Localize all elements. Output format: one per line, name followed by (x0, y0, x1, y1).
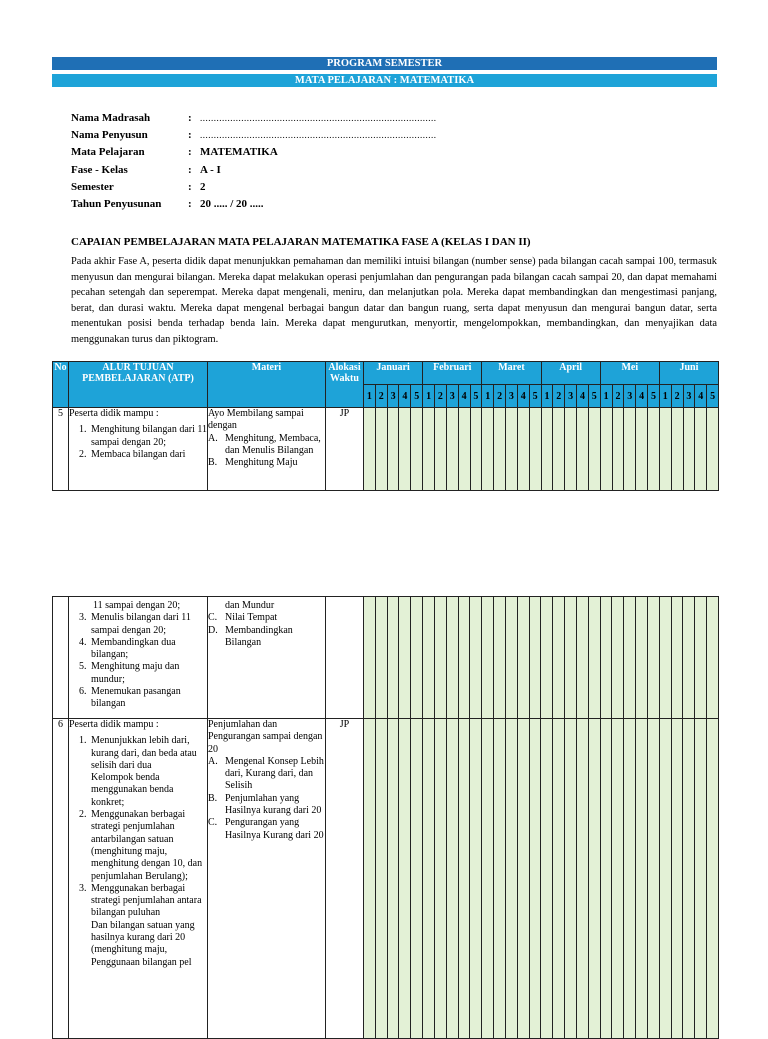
week-cell[interactable] (494, 719, 506, 1039)
week-number: 5 (411, 385, 423, 408)
week-cell[interactable] (553, 719, 565, 1039)
week-cell[interactable] (399, 719, 411, 1039)
week-cell[interactable] (588, 408, 600, 491)
week-number: 3 (506, 385, 518, 408)
week-number: 5 (648, 385, 660, 408)
week-cell[interactable] (494, 408, 506, 491)
info-label: Nama Penyusun (71, 128, 148, 141)
row-number (53, 597, 69, 719)
info-label: Semester (71, 180, 114, 193)
week-cell[interactable] (636, 408, 648, 491)
month-header: Januari (364, 362, 423, 385)
week-cell[interactable] (707, 408, 719, 491)
week-cell[interactable] (588, 597, 600, 719)
week-number: 4 (517, 385, 529, 408)
info-value: ...................................................................................... (200, 112, 437, 123)
info-value: 2 (200, 180, 206, 193)
table-row (53, 408, 719, 491)
semester-table (52, 361, 719, 491)
week-cell[interactable] (600, 597, 612, 719)
week-cell[interactable] (482, 719, 494, 1039)
week-cell[interactable] (600, 408, 612, 491)
week-number: 3 (624, 385, 636, 408)
week-number: 4 (636, 385, 648, 408)
week-cell[interactable] (707, 719, 719, 1039)
atp-subtext: Dan bilangan satuan yang hasilnya kurang dari 20 (menghitung maju, (91, 919, 195, 956)
atp-item: 5. Menghitung maju dan mundur; (89, 661, 207, 686)
info-row-penyusun: Nama Penyusun : ...................................................................................... (71, 128, 437, 141)
semester-table-continued (52, 596, 719, 1039)
week-number: 3 (565, 385, 577, 408)
atp-subtext: Penggunaan bilangan pel (91, 956, 192, 968)
week-cell[interactable] (612, 408, 624, 491)
week-cell[interactable] (411, 408, 423, 491)
week-cell[interactable] (470, 597, 482, 719)
atp-intro: Peserta didik mampu : (69, 719, 159, 730)
row-number: 5 (53, 408, 69, 491)
info-block (71, 109, 437, 213)
week-number: 4 (458, 385, 470, 408)
week-cell[interactable] (482, 597, 494, 719)
alokasi-value: JP (326, 719, 364, 1039)
week-cell[interactable] (470, 408, 482, 491)
week-cell[interactable] (683, 408, 695, 491)
week-cell[interactable] (387, 597, 399, 719)
atp-cell (69, 408, 208, 491)
week-cell[interactable] (505, 597, 517, 719)
atp-item-continued: 11 sampai dengan 20; (93, 600, 181, 611)
week-cell[interactable] (659, 408, 671, 491)
week-cell[interactable] (671, 719, 683, 1039)
capaian-paragraph: Pada akhir Fase A, peserta didik dapat menunjukkan pemahaman dan memiliki intuisi bilangan (number sense) pada bilangan cacah sampai 100, termasuk menyusun dan mengurai bilangan. Mereka dapat melakukan operasi penjumlahan dan pengurangan pada bilangan cacah sampai 20, dan dapat memahami pecahan setengah dan seperempat. Mereka dapat mengenali, meniru, dan melanjutkan pola. Mereka dapat membandingkan dan mengestimasi panjang, berat, dan durasi waktu. Mereka dapat mengenal berbagai bangun datar dan bangun ruang, serta dapat menyusun dan mengurai bangun datar, serta menentukan posisi benda terhadap benda lain. Mereka dapat mengurutkan, menyortir, mengelompokkan, membandingkan, dan menyajikan data menggunakan turus dan piktogram. (71, 256, 717, 345)
week-cell[interactable] (636, 597, 648, 719)
week-number: 4 (577, 385, 589, 408)
col-atp: ALUR TUJUAN PEMBELAJARAN (ATP) (69, 362, 208, 408)
week-cell[interactable] (470, 719, 482, 1039)
info-label: Mata Pelajaran (71, 146, 145, 159)
info-label: Fase - Kelas (71, 163, 128, 176)
week-number: 2 (553, 385, 565, 408)
col-materi: Materi (208, 362, 326, 408)
week-cell[interactable] (435, 408, 447, 491)
month-header: Mei (600, 362, 659, 385)
week-cell[interactable] (624, 408, 636, 491)
info-row-mapel: Mata Pelajaran : MATEMATIKA (71, 146, 278, 159)
title-banner: PROGRAM SEMESTER (52, 57, 717, 70)
week-cell[interactable] (695, 408, 707, 491)
week-cell[interactable] (458, 719, 470, 1039)
week-number: 2 (375, 385, 387, 408)
week-number: 5 (470, 385, 482, 408)
week-cell[interactable] (695, 719, 707, 1039)
table-row (53, 719, 719, 1039)
week-number: 1 (482, 385, 494, 408)
week-cell[interactable] (707, 597, 719, 719)
table-header-row (53, 362, 719, 385)
week-cell[interactable] (375, 597, 387, 719)
week-number: 2 (671, 385, 683, 408)
row-number: 6 (53, 719, 69, 1039)
info-row-semester: Semester : 2 (71, 180, 206, 193)
info-label: Tahun Penyusunan (71, 198, 162, 211)
capaian-heading: CAPAIAN PEMBELAJARAN MATA PELAJARAN MATEMATIKA FASE A (KELAS I DAN II) (71, 236, 531, 248)
materi-item: B. Penjumlahan yang Hasilnya kurang dari 20 (208, 792, 322, 817)
week-cell[interactable] (612, 597, 624, 719)
week-cell[interactable] (624, 719, 636, 1039)
week-cell[interactable] (647, 597, 659, 719)
week-cell[interactable] (399, 408, 411, 491)
week-cell[interactable] (647, 719, 659, 1039)
atp-subtext: Kelompok benda menggunakan benda konkret; (91, 772, 174, 808)
atp-intro: Peserta didik mampu : (69, 408, 159, 419)
week-cell[interactable] (659, 719, 671, 1039)
atp-cell (69, 597, 208, 719)
alokasi-value: JP (326, 408, 364, 491)
info-value: MATEMATIKA (200, 146, 278, 159)
week-cell[interactable] (624, 597, 636, 719)
week-number: 1 (659, 385, 671, 408)
week-number: 1 (364, 385, 376, 408)
week-cell[interactable] (565, 408, 577, 491)
week-cell[interactable] (446, 408, 458, 491)
week-cell[interactable] (529, 408, 541, 491)
week-number: 2 (612, 385, 624, 408)
col-alokasi: Alokasi Waktu (326, 362, 364, 408)
week-cell[interactable] (553, 408, 565, 491)
materi-title: Ayo Membilang sampai dengan (208, 408, 304, 432)
atp-item: 2. Membaca bilangan dari (89, 449, 207, 461)
week-number: 4 (399, 385, 411, 408)
info-value: 20 ..... / 20 ..... (200, 198, 264, 211)
week-cell[interactable] (364, 408, 376, 491)
week-cell[interactable] (529, 719, 541, 1039)
week-cell[interactable] (458, 597, 470, 719)
week-cell[interactable] (423, 597, 435, 719)
alokasi-value (326, 597, 364, 719)
week-cell[interactable] (612, 719, 624, 1039)
week-cell[interactable] (364, 597, 376, 719)
week-number: 5 (529, 385, 541, 408)
week-cell[interactable] (636, 719, 648, 1039)
week-cell[interactable] (541, 597, 553, 719)
week-cell[interactable] (517, 597, 529, 719)
atp-item: 3. Menulis bilangan dari 11 sampai dengan 20; (89, 612, 207, 637)
week-number: 1 (541, 385, 553, 408)
atp-item: 1. Menghitung bilangan dari 11 sampai dengan 20; (89, 424, 207, 449)
week-cell[interactable] (375, 408, 387, 491)
week-cell[interactable] (576, 597, 588, 719)
week-number: 3 (446, 385, 458, 408)
week-number: 3 (387, 385, 399, 408)
week-cell[interactable] (683, 719, 695, 1039)
week-cell[interactable] (446, 719, 458, 1039)
materi-title: Penjumlahan dan Pengurangan sampai dengan 20 (208, 719, 323, 755)
month-header: Juni (659, 362, 718, 385)
atp-item: 3. Menggunakan berbagai strategi penjumlahan antara bilangan puluhan Dan bilangan satuan yang hasilnya kurang dari 20 (menghitung maju, Penggunaan bilangan pel (89, 883, 207, 969)
info-value: A - I (200, 163, 221, 176)
week-cell[interactable] (517, 408, 529, 491)
week-number: 2 (435, 385, 447, 408)
subtitle-banner: MATA PELAJARAN : MATEMATIKA (52, 74, 717, 87)
week-cell[interactable] (541, 408, 553, 491)
month-header: April (541, 362, 600, 385)
week-number: 1 (600, 385, 612, 408)
week-cell[interactable] (375, 719, 387, 1039)
week-cell[interactable] (577, 408, 589, 491)
materi-item: A. Mengenal Konsep Lebih dari, Kurang dari, dan Selisih (208, 755, 324, 792)
materi-item-continued: dan Mundur (225, 600, 275, 611)
week-cell[interactable] (529, 597, 541, 719)
month-header: Maret (482, 362, 541, 385)
week-cell[interactable] (423, 408, 435, 491)
week-cell[interactable] (387, 408, 399, 491)
week-cell[interactable] (399, 597, 411, 719)
month-header: Februari (423, 362, 482, 385)
week-cell[interactable] (541, 719, 553, 1039)
week-cell[interactable] (576, 719, 588, 1039)
week-cell[interactable] (565, 597, 577, 719)
materi-item: A. Menghitung, Membaca, dan Menulis Bilangan (208, 432, 321, 456)
week-cell[interactable] (600, 719, 612, 1039)
week-number: 5 (707, 385, 719, 408)
week-cell[interactable] (683, 597, 695, 719)
atp-item: 2. Menggunakan berbagai strategi penjumlahan antarbilangan satuan (menghitung maju, menghitung dengan 10, dan penjumlahan Berulang); (89, 809, 207, 883)
info-row-fase: Fase - Kelas : A - I (71, 163, 221, 176)
materi-item: C. Nilai Tempat (208, 612, 278, 624)
week-cell[interactable] (671, 408, 683, 491)
week-cell[interactable] (423, 719, 435, 1039)
atp-item: 4. Membandingkan dua bilangan; (89, 637, 207, 662)
week-cell[interactable] (671, 597, 683, 719)
week-number: 3 (683, 385, 695, 408)
week-cell[interactable] (411, 719, 423, 1039)
week-cell[interactable] (446, 597, 458, 719)
week-cell[interactable] (506, 408, 518, 491)
week-cell[interactable] (505, 719, 517, 1039)
week-cell[interactable] (411, 597, 423, 719)
week-cell[interactable] (659, 597, 671, 719)
week-cell[interactable] (695, 597, 707, 719)
week-cell[interactable] (458, 408, 470, 491)
week-number: 4 (695, 385, 707, 408)
week-cell[interactable] (434, 597, 446, 719)
week-cell[interactable] (553, 597, 565, 719)
table-row (53, 597, 719, 719)
materi-cell (208, 719, 326, 1039)
info-label: Nama Madrasah (71, 111, 151, 124)
atp-item: 1. Menunjukkan lebih dari, kurang dari, dan beda atau selisih dari dua Kelompok benda menggunakan benda konkret; (89, 735, 207, 809)
info-row-tahun: Tahun Penyusunan : 20 ..... / 20 ..... (71, 198, 264, 211)
info-row-madrasah: Nama Madrasah : ...................................................................................... (71, 111, 437, 124)
week-cell[interactable] (364, 719, 376, 1039)
atp-item: 6. Menemukan pasangan bilangan (89, 686, 207, 711)
week-cell[interactable] (434, 719, 446, 1039)
week-cell[interactable] (494, 597, 506, 719)
materi-cell (208, 597, 326, 719)
col-no: No (53, 362, 69, 408)
week-cell[interactable] (517, 719, 529, 1039)
week-cell[interactable] (387, 719, 399, 1039)
week-number: 2 (494, 385, 506, 408)
week-cell[interactable] (565, 719, 577, 1039)
week-number: 5 (588, 385, 600, 408)
week-cell[interactable] (648, 408, 660, 491)
info-value: ...................................................................................... (200, 129, 437, 140)
week-number: 1 (423, 385, 435, 408)
week-cell[interactable] (588, 719, 600, 1039)
atp-cell (69, 719, 208, 1039)
week-cell[interactable] (482, 408, 494, 491)
materi-item: C. Pengurangan yang Hasilnya Kurang dari 20 (208, 817, 324, 841)
materi-item: D. Membandingkan Bilangan (208, 624, 293, 648)
materi-item: B. Menghitung Maju (208, 457, 298, 469)
materi-cell (208, 408, 326, 491)
